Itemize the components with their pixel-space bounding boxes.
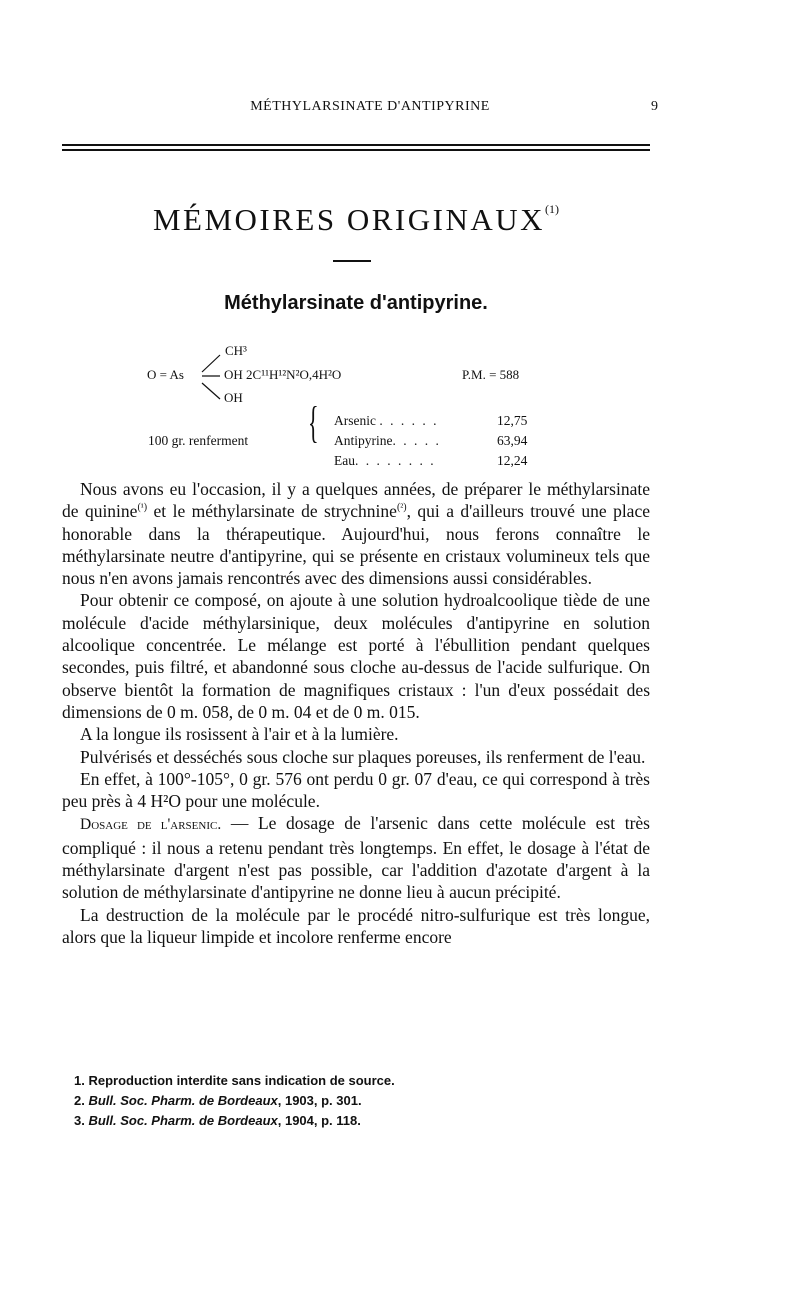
footnote — [74, 1071, 634, 1091]
composition-value: 12,75 — [497, 413, 528, 428]
paragraph: La destruction de la molécule par le procédé nitro-sulfurique est très longue, alors que la liqueur limpide et incolore renferme encore — [62, 904, 650, 947]
paragraph — [62, 812, 650, 903]
footnote-reference: Bull. Soc. Pharm. de Bordeaux — [88, 1093, 278, 1108]
composition-dots: . . . . . — [392, 433, 441, 448]
footnote-number: 3. — [74, 1113, 85, 1128]
composition-name: Eau — [334, 453, 355, 468]
bond-bottom — [202, 383, 220, 399]
composition-dots: . . . . . . . . — [355, 453, 436, 468]
composition-value: 12,24 — [497, 453, 528, 468]
footnote — [74, 1091, 634, 1111]
running-title: MÉTHYLARSINATE D'ANTIPYRINE — [250, 99, 490, 114]
paragraph-text: — Le dosage de l'arsenic dans cette molécule est très compliqué : il nous a retenu pendant très longtemps. En effet, le dosage à l'état de méthylarsinate d'argent n'est pas possible, car l'addition d'azotate d'argent à la solution de méthylarsinate d'antipyrine ne donne lieu à aucun précipité. — [62, 813, 650, 903]
formula-middle-group: OH 2C¹¹H¹²N²O,4H²O — [224, 367, 342, 382]
footnote — [74, 1111, 634, 1131]
formula-bottom-group: OH — [224, 390, 243, 405]
paragraph-text: , qui a d'ailleurs trouvé une place honorable dans la thérapeutique. Aujourd'hui, nous ferons connaître le méthylarsinate neutre d'antipyrine, qui se présente en cristaux volumineux tels que nous n'en avons jamais rencontrés avec des dimensions aussi considérables. — [62, 501, 650, 589]
composition-dots: . . . . . . — [379, 413, 439, 428]
paragraph: En effet, à 100°-105°, 0 gr. 576 ont perdu 0 gr. 07 d'eau, ce qui correspond à très peu près à 4 H²O pour une molécule. — [62, 768, 650, 812]
footnotes — [74, 1071, 634, 1131]
formula-left: O = As — [147, 367, 184, 382]
paragraph — [62, 478, 650, 589]
footnote-reference: Bull. Soc. Pharm. de Bordeaux — [88, 1113, 278, 1128]
footnote-ref: (¹) — [137, 502, 148, 514]
paragraph-text: et le méthylarsinate de strychnine — [147, 501, 397, 522]
paragraph: Pulvérisés et desséchés sous cloche sur plaques poreuses, ils renferment de l'eau. — [80, 746, 646, 767]
footnote-text: , 1903, p. 301. — [277, 1093, 362, 1108]
footnote-text: , 1904, p. 118. — [277, 1113, 361, 1128]
section-title-text: MÉMOIRES ORIGINAUX — [152, 202, 546, 237]
header-rule-top — [62, 144, 650, 146]
formula-top-group: CH³ — [225, 343, 247, 358]
paragraph: Pour obtenir ce composé, on ajoute à une solution hydroalcoolique tiède de une molécule d'acide méthylarsinique, deux molécules d'antipyrine en solution alcoolique concentrée. Le mélange est porté à l'ébullition pendant quelques secondes, puis filtré, et abandonné sous cloche au-dessus de l'acide sulfurique. On observe bientôt la formation de magnifiques cristaux : l'un d'eux possédait des dimensions de 0 m. 058, de 0 m. 04 et de 0 m. 015. — [62, 590, 650, 722]
section-title-note: (1) — [545, 201, 560, 216]
title-divider — [333, 260, 371, 262]
molecular-weight: P.M. = 588 — [462, 367, 520, 382]
composition-name: Arsenic — [334, 413, 376, 428]
composition-row — [334, 453, 436, 469]
paragraph-text: Nous avons eu l'occasion, il y a quelques années, de préparer le méthylarsinate de quinine — [62, 479, 650, 522]
footnote-number: 2. — [74, 1093, 85, 1108]
page-number: 9 — [651, 99, 658, 114]
composition-brace: { — [308, 398, 319, 447]
footnote-ref: (²) — [396, 502, 407, 514]
body-text — [62, 478, 650, 948]
header-rule-bottom — [62, 149, 650, 151]
composition-name: Antipyrine — [334, 433, 393, 448]
paragraph: A la longue ils rosissent à l'air et à la lumière. — [80, 724, 399, 745]
composition-row — [334, 433, 441, 449]
composition-row — [334, 413, 438, 429]
footnote-number: 1. — [74, 1073, 85, 1088]
footnote-text: Reproduction interdite sans indication de source. — [88, 1073, 395, 1088]
composition-value: 63,94 — [497, 433, 528, 448]
article-title: Méthylarsinate d'antipyrine. — [224, 292, 488, 314]
paragraph-heading: Dosage de l'arsenic. — [80, 816, 222, 834]
composition-label: 100 gr. renferment — [148, 433, 249, 448]
bond-top — [202, 355, 220, 372]
section-title — [0, 202, 712, 238]
